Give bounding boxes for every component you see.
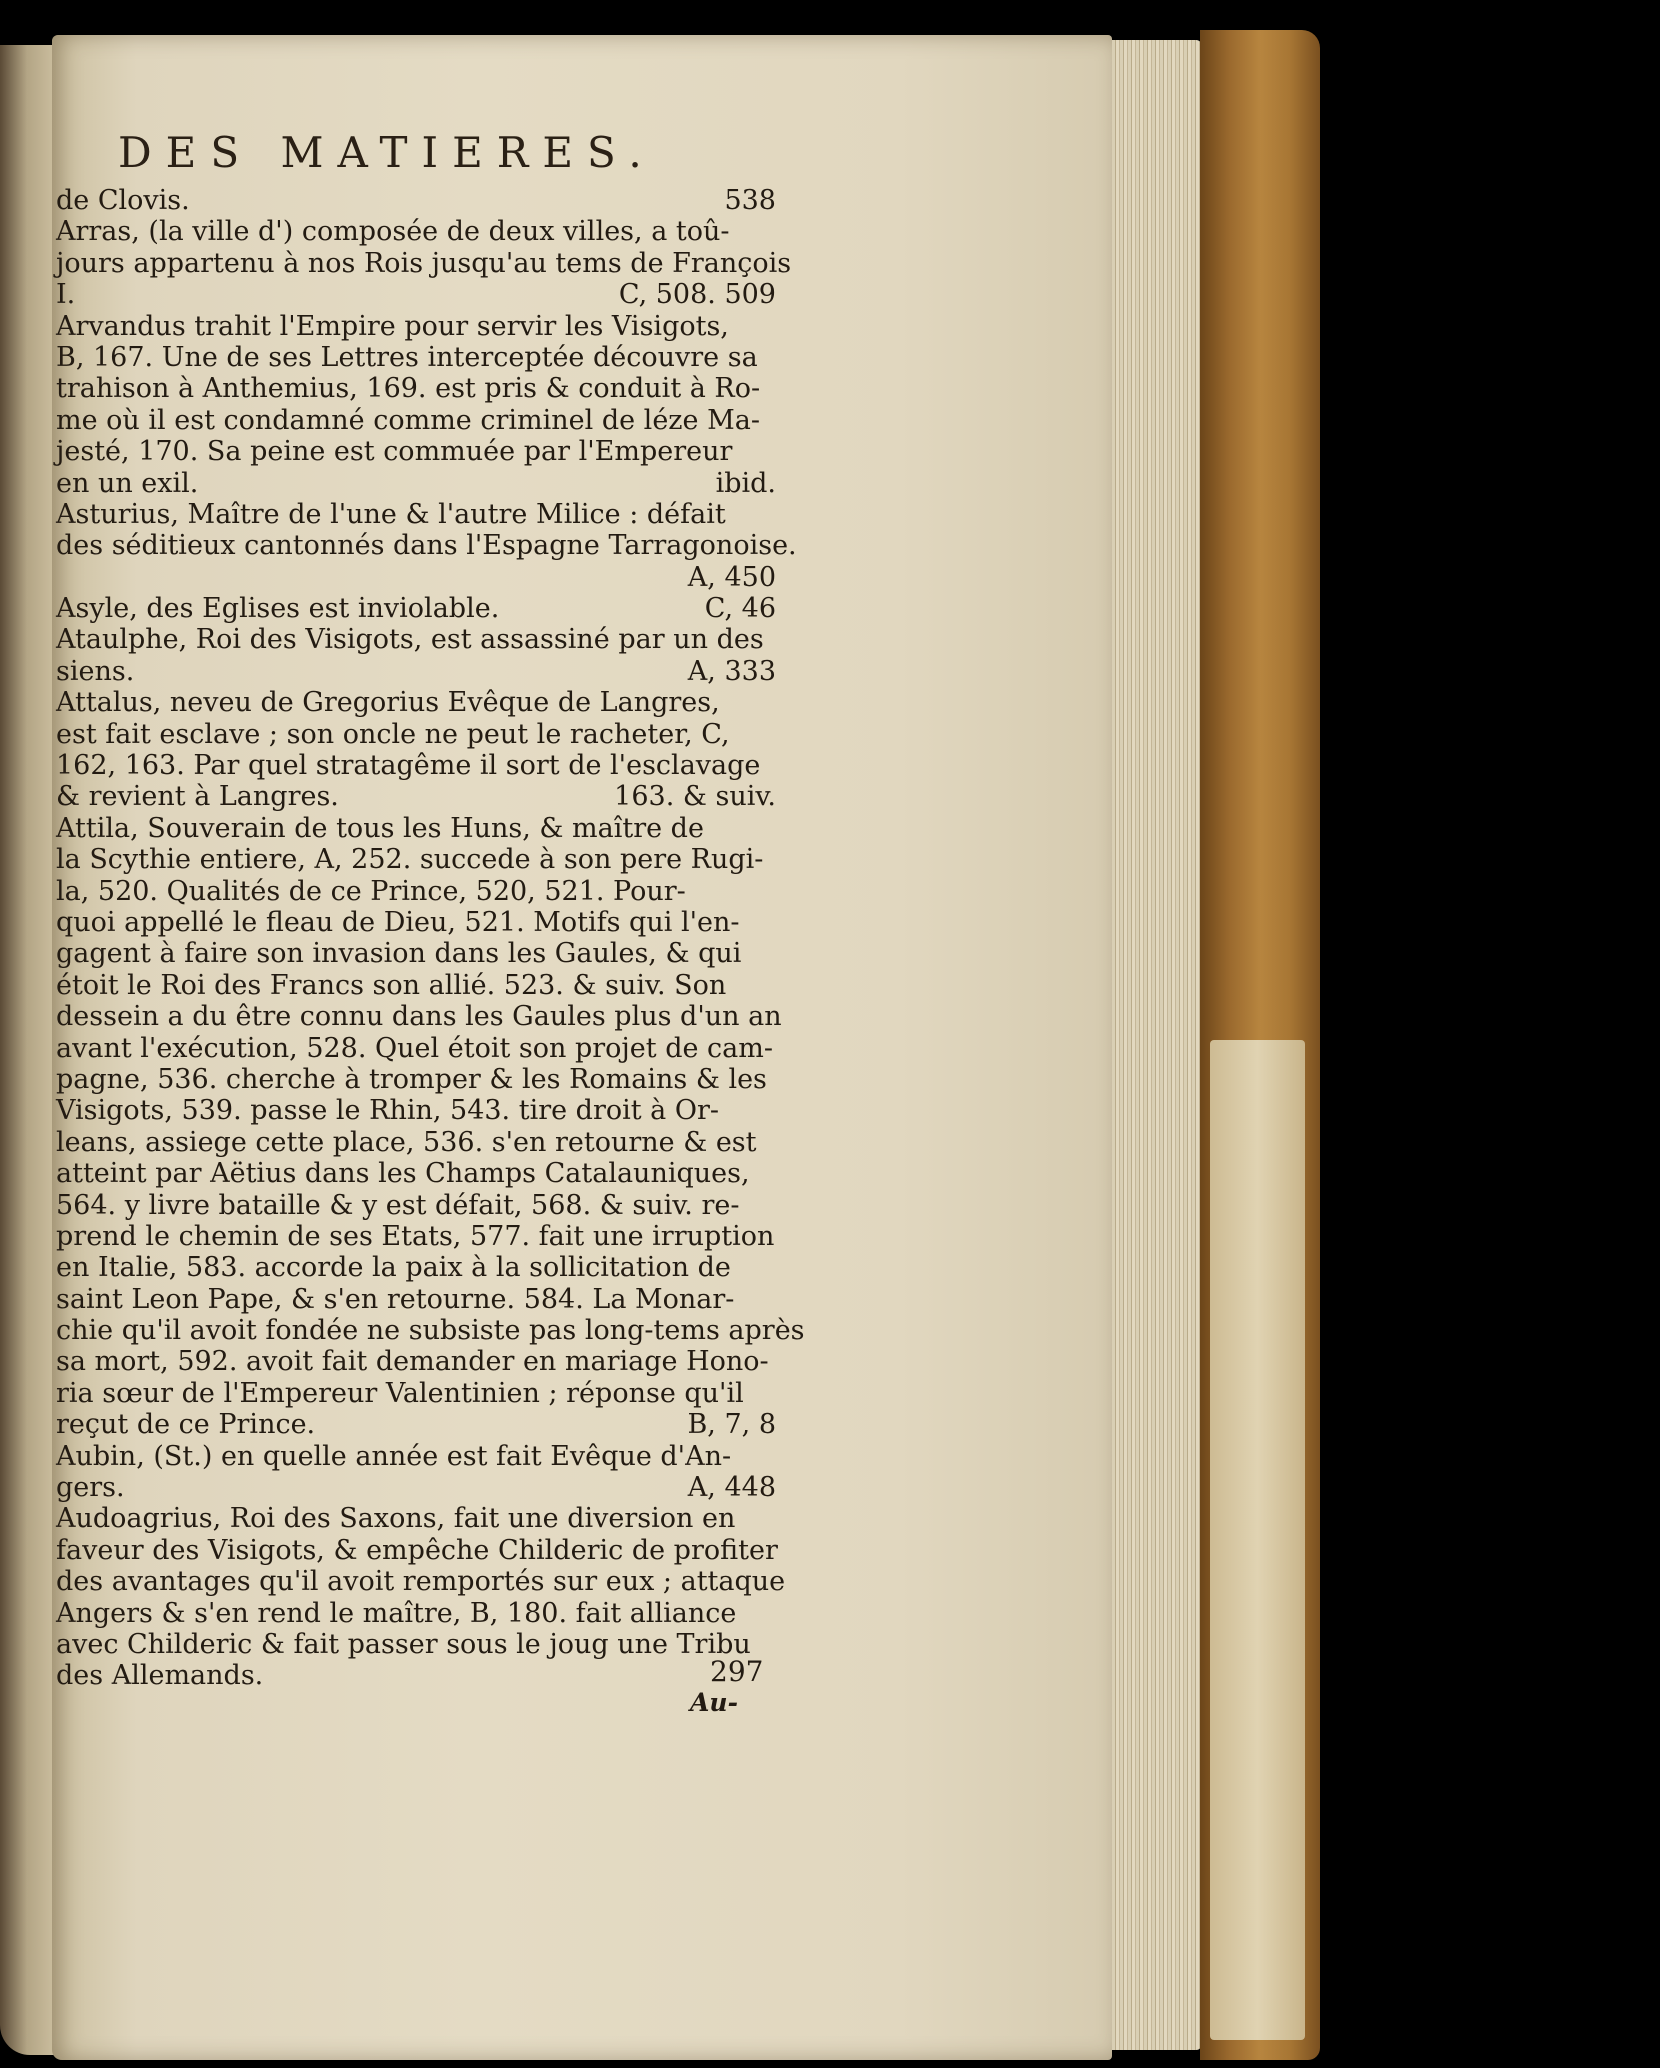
index-line-text: atteint par Aëtius dans les Champs Catalauniques,: [56, 1158, 750, 1190]
index-line: [56, 405, 776, 436]
index-line-text: Attalus, neveu de Gregorius Evêque de Langres,: [56, 687, 720, 719]
index-line-text: étoit le Roi des Francs son allié. 523. & suiv. Son: [56, 969, 727, 1001]
index-line-text: Asyle, des Eglises est inviolable.: [56, 593, 500, 625]
leather-binding: [1200, 30, 1320, 2060]
catchword: Au-: [690, 1688, 738, 1717]
index-line: [56, 1629, 776, 1660]
index-line-text: Aubin, (St.) en quelle année est fait Evêque d'An-: [56, 1440, 732, 1472]
index-line-text: Angers & s'en rend le maître, B, 180. fait alliance: [56, 1597, 737, 1629]
index-line-text: trahison à Anthemius, 169. est pris & conduit à Ro-: [56, 373, 761, 405]
index-line-text: chie qu'il avoit fondée ne subsiste pas long-tems après: [56, 1315, 805, 1347]
index-line-text: de Clovis.: [56, 185, 190, 216]
index-line-text: des avantages qu'il avoit remportés sur eux ; attaque: [56, 1566, 786, 1598]
index-line: [56, 719, 776, 750]
index-line-text: avec Childeric & fait passer sous le joug une Tribu: [56, 1628, 751, 1660]
index-line-text: prend le chemin de ses Etats, 577. fait une irruption: [56, 1220, 775, 1252]
index-line: [56, 1409, 776, 1440]
index-line-reference: A, 333: [687, 655, 776, 687]
index-line: [56, 1190, 776, 1221]
index-line: [56, 593, 776, 624]
index-line-text: la Scythie entiere, A, 252. succede à son pere Rugi-: [56, 844, 764, 876]
index-line-text: siens.: [56, 655, 135, 687]
index-line-text: leans, assiege cette place, 536. s'en retourne & est: [56, 1126, 757, 1158]
index-line: [56, 1158, 776, 1189]
index-line: [56, 750, 776, 781]
index-line-reference: B, 7, 8: [687, 1409, 776, 1441]
index-line: [56, 1441, 776, 1472]
index-line: [56, 499, 776, 530]
index-line-text: & revient à Langres.: [56, 781, 339, 813]
index-line-text: jours appartenu à nos Rois jusqu'au tems de François: [56, 247, 792, 279]
index-line: [56, 436, 776, 467]
index-line-reference: 163. & suiv.: [614, 781, 776, 813]
index-line-text: des Allemands.: [56, 1660, 264, 1692]
index-line: [56, 562, 776, 593]
index-line-text: 162, 163. Par quel stratagême il sort de l'esclavage: [56, 750, 761, 782]
index-line-reference: C, 46: [704, 593, 776, 625]
index-line: [56, 1221, 776, 1252]
index-line-text: avant l'exécution, 528. Quel étoit son projet de cam-: [56, 1032, 773, 1064]
index-line: [56, 1346, 776, 1377]
index-line: [56, 247, 792, 279]
index-line-text: B, 167. Une de ses Lettres interceptée découvre sa: [56, 341, 758, 373]
index-line-text: gers.: [56, 1472, 125, 1504]
index-line-text: sa mort, 592. avoit fait demander en mariage Hono-: [56, 1346, 769, 1378]
index-line: [56, 624, 776, 655]
index-line-reference: C, 508. 509: [618, 279, 776, 311]
index-line-text: Ataulphe, Roi des Visigots, est assassiné par un des: [56, 624, 764, 656]
index-line-text: ria sœur de l'Empereur Valentinien ; réponse qu'il: [56, 1377, 744, 1409]
index-line-text: I.: [56, 279, 76, 311]
index-line: [56, 907, 776, 938]
index-line: [56, 1064, 776, 1095]
index-line: [56, 1127, 776, 1158]
index-line-text: me où il est condamné comme criminel de léze Ma-: [56, 404, 760, 436]
index-line-reference: ibid.: [715, 467, 776, 499]
index-line-reference: A, 448: [687, 1472, 776, 1504]
index-line: [56, 970, 776, 1001]
index-line: [56, 342, 776, 373]
index-line: [56, 1378, 776, 1409]
index-line-text: jesté, 170. Sa peine est commuée par l'Empereur: [56, 436, 733, 468]
index-line-text: pagne, 536. cherche à tromper & les Romains & les: [56, 1063, 767, 1095]
index-line: [56, 1503, 776, 1534]
index-line-text: des séditieux cantonnés dans l'Espagne Tarragonoise.: [56, 530, 797, 562]
folio-number: 297: [710, 1655, 764, 1688]
index-line: [56, 1001, 782, 1033]
index-line: [56, 279, 776, 310]
index-line: [56, 1315, 805, 1347]
index-line-text: saint Leon Pape, & s'en retourne. 584. La Monar-: [56, 1283, 735, 1315]
index-line-text: Asturius, Maître de l'une & l'autre Milice : défait: [56, 498, 726, 530]
index-line: [56, 185, 776, 216]
page-header: DES MATIERES.: [118, 128, 656, 177]
index-line: [56, 1660, 776, 1691]
index-line: [56, 1472, 776, 1503]
index-line: [56, 938, 776, 969]
index-line-reference: 538: [724, 185, 776, 216]
index-line: [56, 373, 776, 404]
index-line-text: gagent à faire son invasion dans les Gaules, & qui: [56, 938, 742, 970]
index-line: [56, 1095, 776, 1126]
index-line: [56, 216, 776, 247]
index-line: [56, 876, 776, 907]
index-line: [56, 311, 776, 342]
index-line-text: en un exil.: [56, 467, 199, 499]
index-line: [56, 1252, 776, 1283]
index-line: [56, 1598, 776, 1629]
index-line: [56, 530, 797, 562]
index-line-reference: A, 450: [687, 561, 776, 593]
index-line-text: dessein a du être connu dans les Gaules plus d'un an: [56, 1001, 782, 1033]
index-line: [56, 656, 776, 687]
index-line-text: quoi appellé le fleau de Dieu, 521. Motifs qui l'en-: [56, 906, 740, 938]
index-line: [56, 781, 776, 812]
index-line: [56, 1566, 786, 1598]
index-line: [56, 1284, 776, 1315]
index-line: [56, 1535, 776, 1566]
index-line-text: Audoagrius, Roi des Saxons, fait une diversion en: [56, 1503, 736, 1535]
index-line: [56, 468, 776, 499]
index-line-text: la, 520. Qualités de ce Prince, 520, 521. Pour-: [56, 875, 686, 907]
index-line-text: Visigots, 539. passe le Rhin, 543. tire droit à Or-: [56, 1095, 720, 1127]
index-line: [56, 813, 776, 844]
index-line-text: faveur des Visigots, & empêche Childeric de profiter: [56, 1534, 778, 1566]
index-line-text: Arras, (la ville d') composée de deux villes, a toû-: [56, 216, 730, 248]
index-line-text: Arvandus trahit l'Empire pour servir les Visigots,: [56, 310, 729, 342]
index-column: [56, 185, 805, 1692]
index-line: [56, 844, 776, 875]
index-line-text: reçut de ce Prince.: [56, 1409, 316, 1441]
index-line: [56, 687, 776, 718]
index-line-text: est fait esclave ; son oncle ne peut le racheter, C,: [56, 718, 730, 750]
page-edges: [1112, 40, 1202, 2050]
left-page-edge: [0, 45, 60, 2055]
index-line: [56, 1033, 776, 1064]
index-line-text: 564. y livre bataille & y est défait, 568. & suiv. re-: [56, 1189, 740, 1221]
index-line-text: en Italie, 583. accorde la paix à la sollicitation de: [56, 1252, 731, 1284]
index-line-text: Attila, Souverain de tous les Huns, & maître de: [56, 812, 704, 844]
